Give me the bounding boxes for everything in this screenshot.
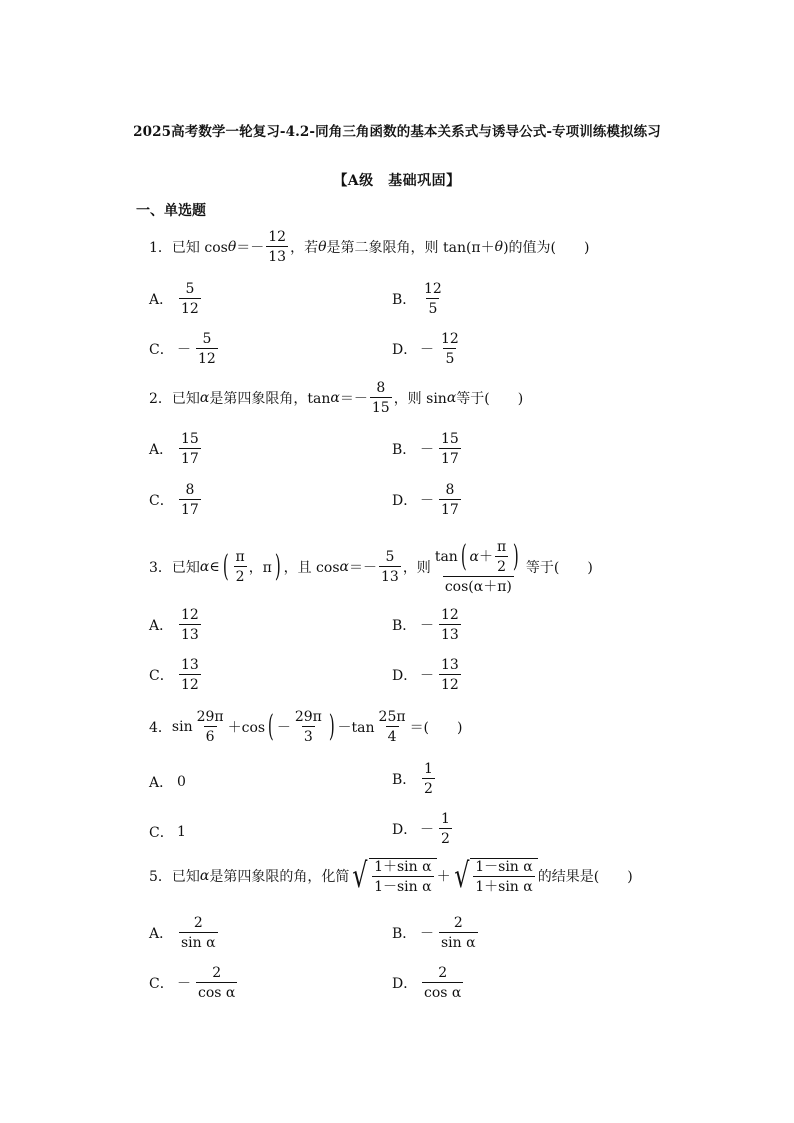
q2-option-b[interactable]: B． － $\frac{15}{17}$ [392,431,459,467]
question-number: 3． [149,560,172,576]
question-3: 3． 已知 α ∈ ( $\frac{\pi}{2}$ ，π ) ，且 cos α ＝－ $\frac{5}{13}$ ，则 tan ( α ＋ $\frac{\pi}{2}$ ) cos(α＋π) 等于( ) [149,539,593,595]
q3-option-a[interactable]: A． $\frac{12}{13}$ [149,607,199,643]
level-heading: 【A级 基础巩固】 [333,173,461,189]
question-number: 4． [149,720,172,736]
q4-option-d[interactable]: D． － $\frac{1}{2}$ [392,811,450,847]
q3-option-d[interactable]: D． － $\frac{13}{12}$ [392,657,459,693]
question-number: 5． [149,869,172,885]
compound-fraction: tan ( α ＋ $\frac{\pi}{2}$ ) cos(α＋π) [434,539,519,595]
question-2: 2． 已知 α 是第四象限角，tan α ＝－ $\frac{8}{15}$ ，则 sin α 等于( ) [149,380,524,416]
q2-option-d[interactable]: D． － $\frac{8}{17}$ [392,482,459,518]
q3-option-c[interactable]: C． $\frac{13}{12}$ [149,657,199,693]
q3-option-b[interactable]: B． － $\frac{12}{13}$ [392,607,459,643]
q2-option-c[interactable]: C． $\frac{8}{17}$ [149,482,199,518]
q4-option-b[interactable]: B． $\frac{1}{2}$ [392,761,433,797]
q1-option-a[interactable]: A． $\frac{5}{12}$ [149,281,199,317]
fraction: $\frac{12}{13}$ [268,229,287,265]
fraction: $\frac{8}{15}$ [371,380,390,416]
radical: √ $\frac{\text{1＋sin α}}{\text{1－sin α}}$ [349,858,436,894]
q1-option-b[interactable]: B． $\frac{12}{5}$ [392,281,442,317]
q2-option-a[interactable]: A． $\frac{15}{17}$ [149,431,199,467]
q1-option-c[interactable]: C． － $\frac{5}{12}$ [149,331,216,367]
section-heading: 一、单选题 [136,203,206,219]
question-number: 2． [149,391,172,407]
q1-option-d[interactable]: D． － $\frac{12}{5}$ [392,331,459,367]
radical: √ $\frac{\text{1－sin α}}{\text{1＋sin α}}$ [451,858,538,894]
question-1: 1． 已知 cos θ ＝－ $\frac{12}{13}$ ，若 θ 是第二象限角，则 tan(π＋ θ )的值为( ) [149,229,590,265]
q5-option-c[interactable]: C． － $\frac{2}{\text{cos α}}$ [149,965,236,1001]
question-4: 4． sin $\frac{29\pi}{6}$ ＋cos ( － $\frac{29\pi}{3}$ ) －tan $\frac{25\pi}{4}$ ＝( ) [149,709,463,745]
question-number: 1． [149,240,172,256]
q5-option-d[interactable]: D． $\frac{2}{\text{cos α}}$ [392,965,462,1001]
question-5: 5． 已知 α 是第四象限的角，化简 √ $\frac{\text{1＋sin α}}{\text{1－sin α}}$ ＋ √ $\frac{\text{1－sin α}}{\text{1＋sin α}}$ 的结果是( ) [149,856,633,896]
q4-option-c[interactable]: C． 1 [149,824,186,841]
q5-option-a[interactable]: A． $\frac{2}{\text{sin α}}$ [149,915,216,951]
q4-option-a[interactable]: A． 0 [149,774,186,791]
document-title: 2025高考数学一轮复习-4.2-同角三角函数的基本关系式与诱导公式-专项训练模拟练习 [133,124,661,140]
q5-option-b[interactable]: B． － $\frac{2}{\text{sin α}}$ [392,915,476,951]
